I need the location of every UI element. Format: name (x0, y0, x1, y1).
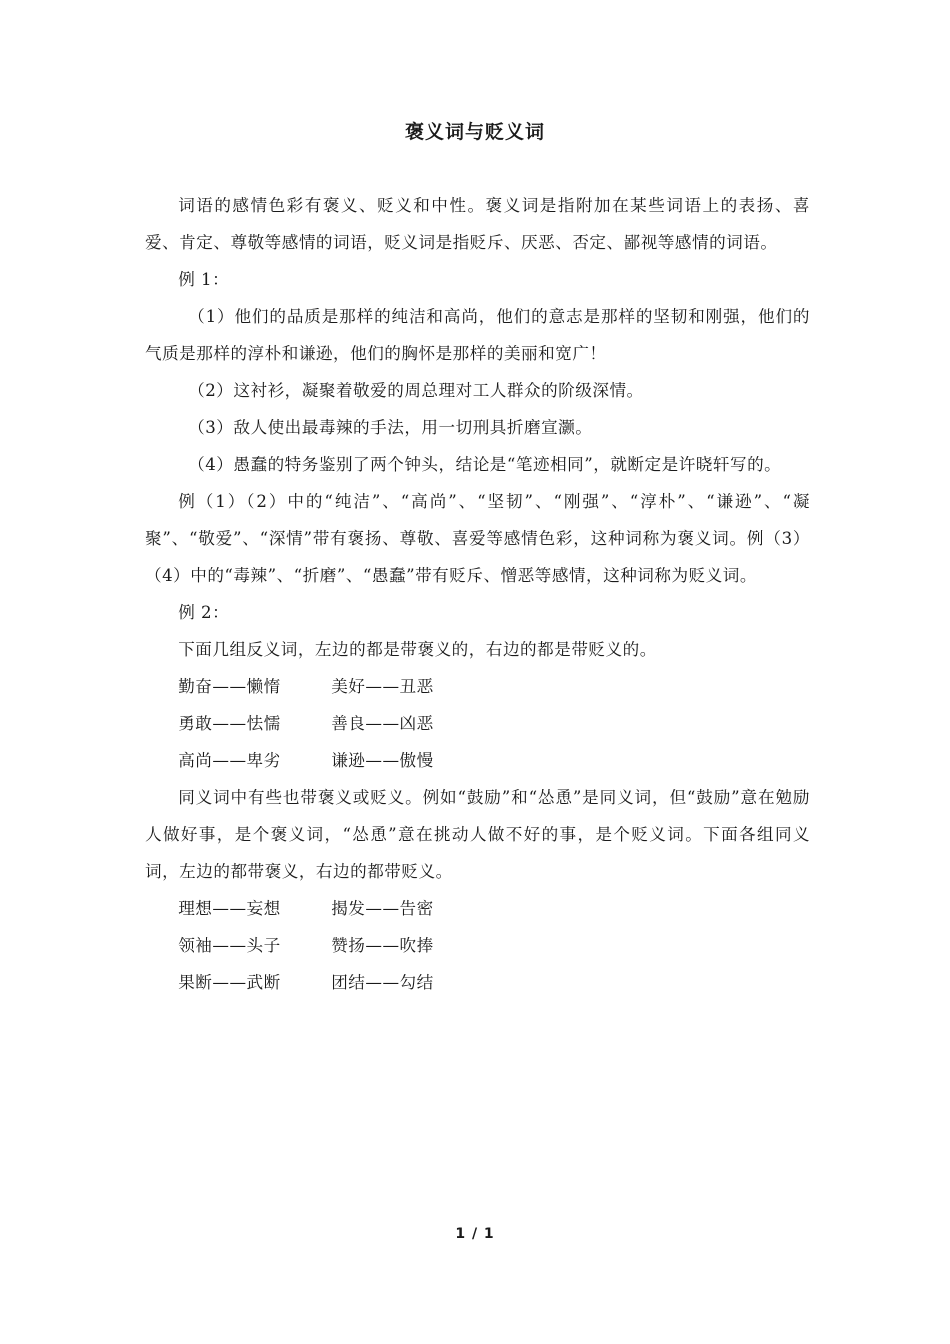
document-body (145, 187, 810, 1001)
antonym-pair-row (145, 742, 810, 779)
word-pair: 勇敢——怯懦 (178, 714, 281, 733)
example-2-label: 例 2： (178, 603, 230, 622)
word-pair: 领袖——头子 (178, 936, 281, 955)
antonym-pair-row (145, 705, 810, 742)
word-pair: 谦逊——傲慢 (331, 751, 434, 770)
word-pair: 美好——丑恶 (331, 677, 434, 696)
word-pair: 勤奋——懒惰 (178, 677, 281, 696)
synonym-pair-row (145, 964, 810, 1001)
word-pair: 高尚——卑劣 (178, 751, 281, 770)
synonym-intro: 同义词中有些也带褒义或贬义。例如“鼓励”和“怂恿”是同义词，但“鼓励”意在勉励人做好事，是个褒义词，“怂恿”意在挑动人做不好的事，是个贬义词。下面各组同义词，左边的都带褒义，右边的都带贬义。 (145, 788, 810, 881)
synonym-pair-row (145, 890, 810, 927)
example-item-3: （3）敌人使出最毒辣的手法，用一切刑具折磨宣灏。 (188, 418, 593, 437)
word-pair: 团结——勾结 (331, 973, 434, 992)
word-pair: 果断——武断 (178, 973, 281, 992)
word-pair: 理想——妄想 (178, 899, 281, 918)
antonym-pair-row (145, 668, 810, 705)
word-pair: 赞扬——吹捧 (331, 936, 434, 955)
document-title: 褒义词与贬义词 (404, 121, 545, 143)
antonym-intro: 下面几组反义词，左边的都是带褒义的，右边的都是带贬义的。 (178, 640, 657, 659)
intro-paragraph: 词语的感情色彩有褒义、贬义和中性。褒义词是指附加在某些词语上的表扬、喜爱、肯定、尊敬等感情的词语，贬义词是指贬斥、厌恶、否定、鄙视等感情的词语。 (145, 196, 810, 252)
example-item-4: （4）愚蠢的特务鉴别了两个钟头，结论是“笔迹相同”，就断定是许晓轩写的。 (188, 455, 782, 474)
example-item-2: （2）这衬衫，凝聚着敬爱的周总理对工人群众的阶级深情。 (188, 381, 644, 400)
word-pair: 揭发——告密 (331, 899, 434, 918)
page-number: 1 / 1 (455, 1226, 495, 1242)
explanation-paragraph: 例（1）（2）中的“纯洁”、“高尚”、“坚韧”、“刚强”、“淳朴”、“谦逊”、“凝聚”、“敬爱”、“深情”带有褒扬、尊敬、喜爱等感情色彩，这种词称为褒义词。例（3）（4）中的“毒辣”、“折磨”、“愚蠢”带有贬斥、憎恶等感情，这种词称为贬义词。 (145, 492, 810, 585)
synonym-pair-row (145, 927, 810, 964)
example-1-label: 例 1： (178, 270, 230, 289)
example-item-1: （1）他们的品质是那样的纯洁和高尚，他们的意志是那样的坚韧和刚强，他们的气质是那样的淳朴和谦逊，他们的胸怀是那样的美丽和宽广！ (145, 307, 810, 363)
word-pair: 善良——凶恶 (331, 714, 434, 733)
